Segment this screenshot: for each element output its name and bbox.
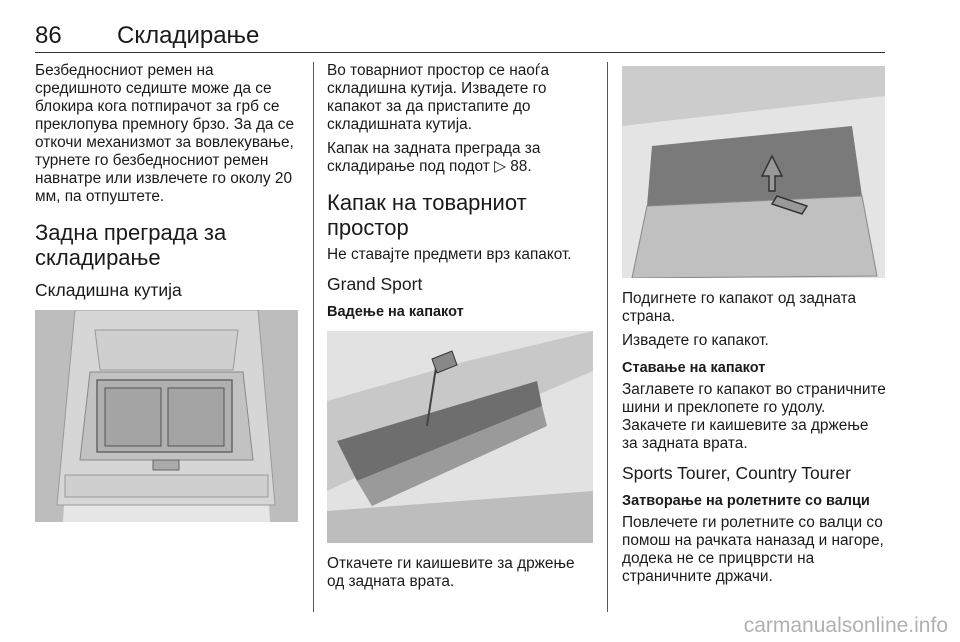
- lift-cover-illustration: [622, 66, 885, 278]
- column-divider: [313, 62, 314, 612]
- page-header: [35, 22, 885, 54]
- column-2: [327, 62, 595, 597]
- subsection-heading: Складишна кутија: [35, 280, 182, 300]
- column-3: [622, 62, 888, 592]
- page-number: 86: [35, 22, 62, 49]
- header-rule: [35, 52, 885, 53]
- subsection-heading: Sports Tourer, Country Tourer: [622, 463, 851, 483]
- paragraph: Не ставајте предмети врз капакот.: [327, 246, 572, 263]
- column-divider: [607, 62, 608, 612]
- paragraph: Заглавете го капакот во страничните шини и преклопете го удолу. Закачете ги каишевите за држење за задната врата.: [622, 381, 886, 452]
- paragraph: Подигнете го капакот од задната страна.: [622, 290, 857, 325]
- paragraph: Извадете го капакот.: [622, 332, 769, 349]
- procedure-label: Затворање на ролетните со валци: [622, 493, 870, 509]
- subsection-heading: Grand Sport: [327, 274, 423, 294]
- procedure-label: Вадење на капакот: [327, 304, 464, 320]
- watermark: carmanualsonline.info: [743, 614, 948, 637]
- procedure-label: Ставање на капакот: [622, 360, 766, 376]
- storage-box-illustration: [35, 310, 298, 522]
- column-1: [35, 62, 300, 534]
- page-reference: 88.: [505, 158, 532, 175]
- paragraph: Во товарниот простор се наоѓа складишна кутија. Извадете го капакот за да пристапите до складишната кутија.: [327, 62, 550, 133]
- paragraph: [327, 140, 595, 176]
- section-heading: Капак на товарниот простор: [327, 190, 527, 240]
- chapter-title: Складирање: [117, 22, 260, 49]
- figure-caption: Откачете ги каишевите за држење од задната врата.: [327, 555, 575, 590]
- paragraph: Повлечете ги ролетните со валци со помош на рачката наназад и нагоре, додека не се прицврсти на страничните држачи.: [622, 514, 884, 585]
- section-heading: Задна преграда за складирање: [35, 220, 227, 270]
- paragraph-text: Капак на задната преграда за складирање под подот: [327, 140, 541, 175]
- remove-cover-illustration: [327, 331, 593, 543]
- paragraph: Безбедносниот ремен на средишното седиште може да се блокира кога потпирачот за грб се преклопува премногу брзо. За да се откочи механизмот за вовлекување, турнете го безбедносниот ремен навнатре или извлечете го околу 20 мм, па отпуштете.: [35, 62, 295, 205]
- page-reference-icon: ▷: [494, 158, 506, 175]
